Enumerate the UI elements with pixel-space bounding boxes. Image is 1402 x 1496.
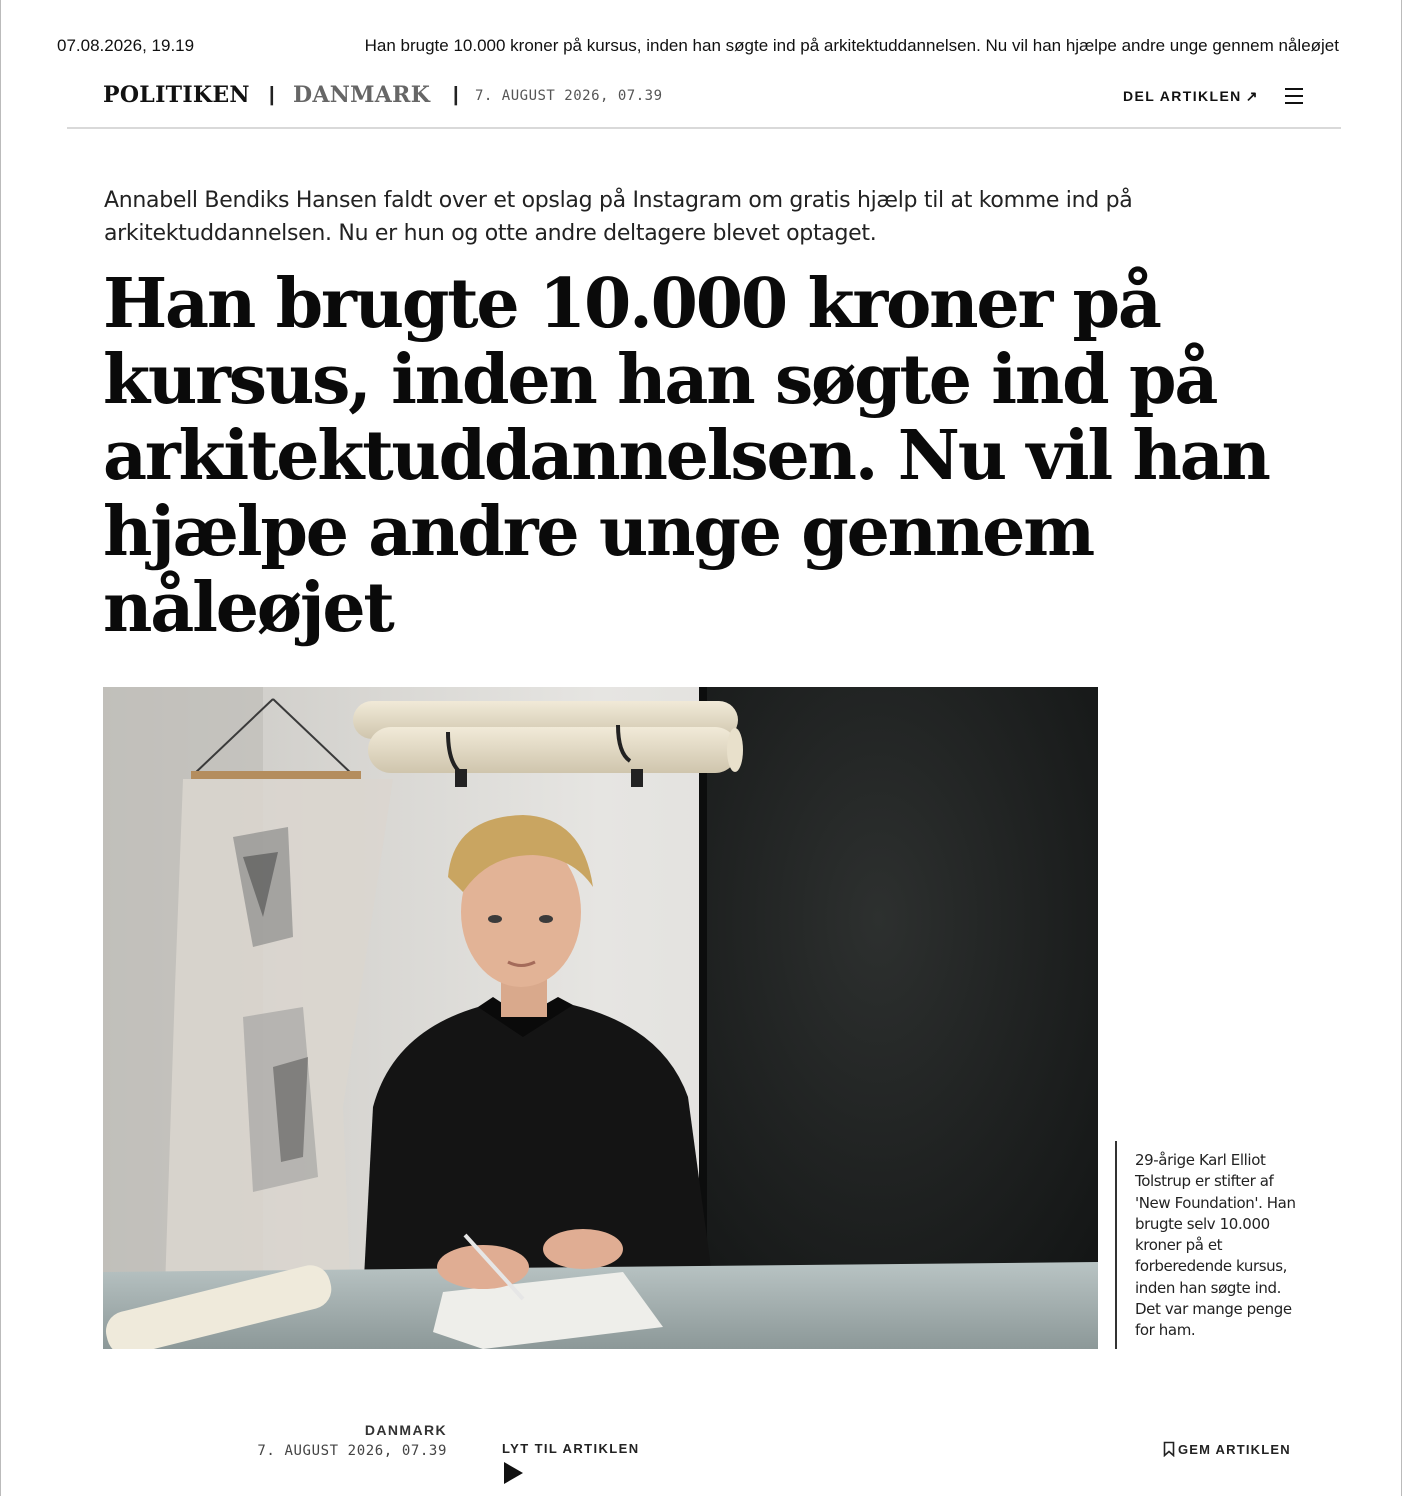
caption-divider bbox=[1115, 1141, 1117, 1349]
share-article-button[interactable] bbox=[1123, 88, 1259, 105]
photo-caption: 29-årige Karl Elliot Tolstrup er stifter af 'New Foundation'. Han brugte selv 10.000 kroner på et forberedende kursus, inden han søgte ind. Det var mange penge for ham. bbox=[1135, 1151, 1296, 1340]
topbar bbox=[103, 82, 1303, 112]
byline-section[interactable]: DANMARK bbox=[364, 1422, 447, 1438]
header-divider bbox=[67, 127, 1341, 129]
print-date: 07.08.2026, 19.19 bbox=[57, 36, 195, 55]
share-label: DEL ARTIKLEN bbox=[1123, 88, 1242, 104]
byline-date: 7. AUGUST 2026, 07.39 bbox=[257, 1443, 447, 1459]
brand-logo[interactable]: POLITIKEN bbox=[103, 82, 250, 108]
listen-label: LYT TIL ARTIKLEN bbox=[502, 1441, 640, 1456]
print-header bbox=[1, 36, 1402, 60]
save-article-button[interactable] bbox=[1163, 1441, 1291, 1457]
hamburger-menu-icon[interactable] bbox=[1285, 87, 1303, 105]
listen-to-article-button[interactable] bbox=[502, 1441, 639, 1484]
play-icon[interactable] bbox=[504, 1462, 523, 1484]
print-title: Han brugte 10.000 kroner på kursus, inden han søgte ind på arkitektuddannelsen. Nu vil han hjælpe andre unge gennem nåleøjet bbox=[364, 36, 1339, 55]
separator: | bbox=[269, 84, 275, 106]
arrow-up-right-icon: ↗ bbox=[1245, 88, 1259, 104]
section-link[interactable]: DANMARK bbox=[293, 82, 431, 108]
article-photo bbox=[103, 687, 1098, 1349]
article-headline: Han brugte 10.000 kroner på kursus, inden han søgte ind på arkitektuddannelsen. Nu vil han hjælpe andre unge gennem nåleøjet bbox=[103, 264, 1269, 648]
save-label: GEM ARTIKLEN bbox=[1178, 1441, 1291, 1457]
portrait-photo-illustration bbox=[103, 687, 1098, 1349]
article-lead: Annabell Bendiks Hansen faldt over et opslag på Instagram om gratis hjælp til at komme ind på arkitektuddannelsen. Nu er hun og otte andre deltagere blevet optaget. bbox=[104, 188, 1133, 246]
publish-date: 7. AUGUST 2026, 07.39 bbox=[475, 88, 663, 104]
bookmark-icon bbox=[1163, 1441, 1175, 1457]
separator: | bbox=[453, 84, 459, 106]
byline bbox=[241, 1422, 447, 1459]
